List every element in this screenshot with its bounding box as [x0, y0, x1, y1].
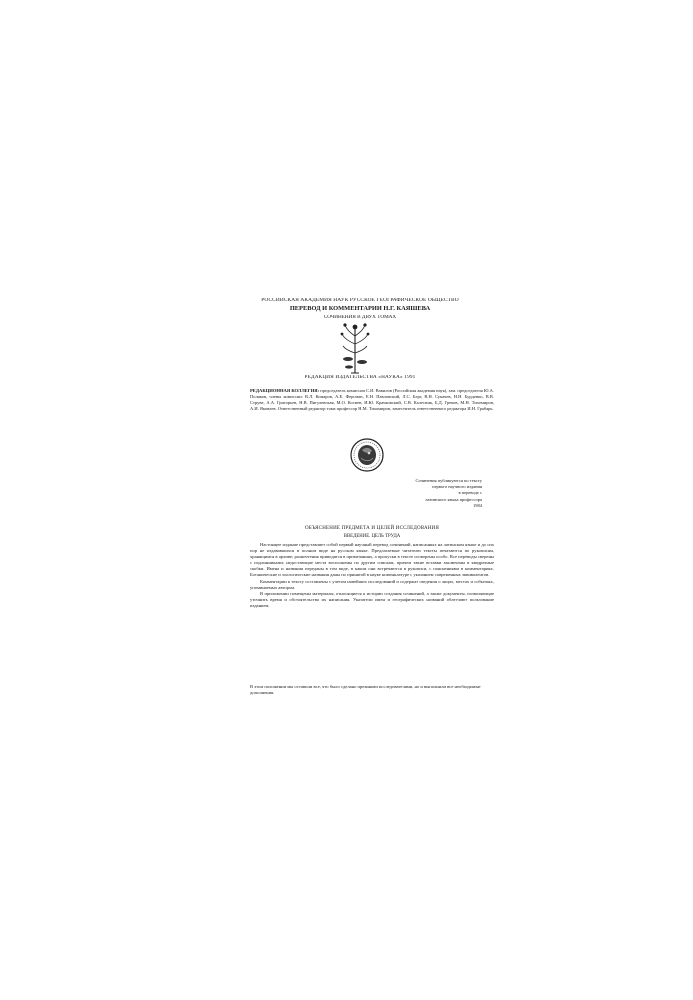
note-line: Сочинения публикуются по тексту	[415, 478, 482, 483]
note-line: первого научного издания	[432, 484, 482, 490]
closing-paragraph: В этом положении мы оставили все, что было сделано прежними исследователями, но и выполнили все необходимые дополнения.	[250, 684, 481, 695]
note-line: латинского языка профессора	[425, 496, 482, 502]
plant-emblem	[340, 322, 370, 374]
body-paragraph: Комментарии к тексту составлены с учетом новейших исследований и содержат сведения о лицах, местах и событиях, упоминаемых автором.	[250, 578, 494, 590]
body-text	[250, 542, 494, 609]
credits-lead: РЕДАКЦИОННАЯ КОЛЛЕГИЯ:	[250, 388, 320, 393]
header-publisher: РЕДАКЦИЯ ИЗДАТЕЛЬСТВА «НАУКА» 1991	[304, 375, 416, 380]
section-title: ОБЪЯСНЕНИЕ ПРЕДМЕТА И ЦЕЛЕЙ ИССЛЕДОВАНИЯ	[305, 526, 439, 531]
note-line: в переводе с	[458, 490, 482, 496]
header-title: ПЕРЕВОД И КОММЕНТАРИИ Н.Г. КАЯШЕВА	[289, 306, 431, 312]
editorial-credits	[250, 388, 494, 412]
credits-text: председатель комиссии С.И. Вавилов (Российская академия наук), зам. председателя Ю.А. Поляков, члены комиссии: В.Л. Комаров, А.Е. Ферсман, Е.Н. Павловский, Л.С. Берг, В.Н. Сукачев, Н.Н. Бурденко, В.В. Струве, А.А. Григорьев, Н.В. Пигулевская, М.О. Косвен, И.Ю. Крачковский, С.В. Калесник, Б.Д. Греков, М.Н. Тихомиров, А.И. Яковлев. Ответственный редактор тома профессор Н.М. Тихомиров, заместитель ответственного редактора И.Н. Грабарь.	[250, 388, 495, 411]
note-line: 1984	[473, 502, 482, 508]
seal-emblem	[350, 438, 384, 472]
header-institution: РОССИЙСКАЯ АКАДЕМИЯ НАУК РУССКОЕ ГЕОГРАФИЧЕСКОЕ ОБЩЕСТВО	[261, 298, 459, 303]
body-paragraph: Настоящее издание представляет собой первый научный перевод сочинений, написанных на латинском языке и до сих пор не издававшихся в полном виде на русском языке. Предлагаемые читателю тексты печатаются по рукописям, хранящимся в архиве; разночтения приводятся в примечаниях, а пропуски в тексте оговорены особо. Все переводы сверены с подлинниками; недостающие места восполнены по другим спискам, причем такие вставки заключены в квадратные скобки. Имена и названия переданы в том виде, в каком они встречаются в рукописи, с пояснениями в комментариях. Ботанические и зоологические названия даны по принятой в науке номенклатуре с указанием современных эквивалентов.	[250, 542, 494, 578]
header-subtitle: СОЧИНЕНИЯ В ДВУХ ТОМАХ	[323, 315, 397, 320]
section-subtitle: ВВЕДЕНИЕ. ЦЕЛЬ ТРУДА	[343, 534, 401, 539]
body-paragraph: В приложении помещены материалы, относящиеся к истории создания сочинений, а также документы, позволяющие уточнить время и обстоятельства их написания. Указатели имен и географических названий облегчают пользование изданием.	[250, 590, 494, 608]
publication-note	[378, 478, 482, 509]
